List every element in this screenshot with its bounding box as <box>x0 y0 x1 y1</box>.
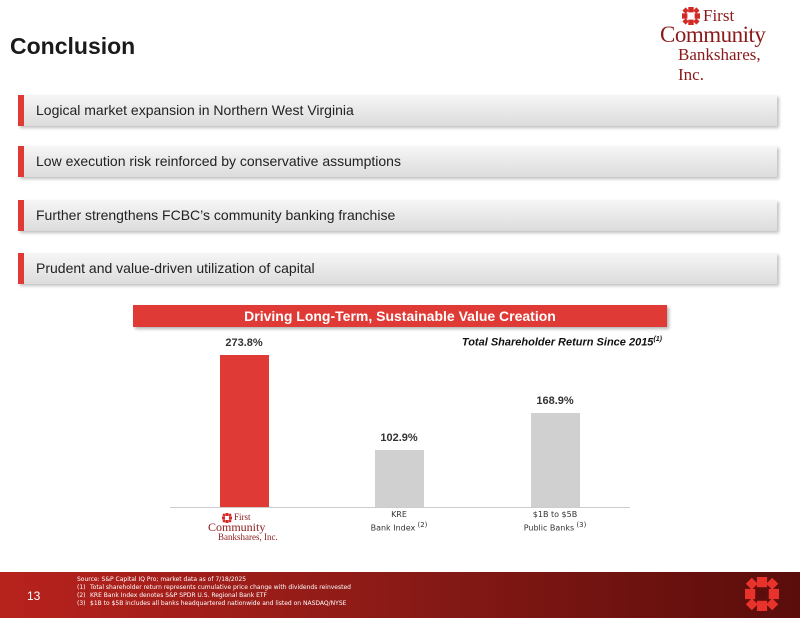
page-number: 13 <box>27 589 41 603</box>
chart-baseline <box>170 507 630 508</box>
footnote-3: (3) $1B to $5B includes all banks headquartered nationwide and listed on NASDAQ/NYSE <box>77 600 347 607</box>
source-note: Source: S&P Capital IQ Pro; market data as of 7/18/2025 <box>77 576 247 583</box>
chart-title: Total Shareholder Return Since 2015$^{(1)}$ <box>461 336 662 349</box>
bar-3 <box>531 413 580 507</box>
bullet-bar-3 <box>18 200 777 231</box>
logo-star-icon <box>745 577 779 611</box>
chart-title-footnote: (1) <box>653 336 662 343</box>
bar-value-label-1: 273.8% <box>225 337 263 350</box>
bar-1 <box>220 355 269 507</box>
page-title: Conclusion <box>10 33 136 59</box>
bullet-text: Prudent and value-driven utilization of capital <box>36 260 315 276</box>
bar-value-label-3: 168.9% <box>536 395 574 408</box>
category-label-3: $1B to $5B Public Banks $^{(3)}$ <box>523 510 587 533</box>
bullet-text: Further strengthens FCBC’s community banking franchise <box>36 207 396 223</box>
logo-text-community: Community <box>660 22 766 47</box>
bullet-bar-2 <box>18 146 777 177</box>
footnote-2: (2) KRE Bank Index denotes S&P SPDR U.S. Regional Bank ETF <box>77 592 267 599</box>
category-label-2: KRE Bank Index $^{(2)}$ <box>370 510 428 533</box>
footnote-1: (1) Total shareholder return represents cumulative price change with dividends reinvested <box>77 584 351 591</box>
logo-text-first: First <box>234 512 251 522</box>
bar-2 <box>375 450 424 507</box>
category-logo-fcbc <box>208 512 280 542</box>
bullet-text: Low execution risk reinforced by conservative assumptions <box>36 153 401 169</box>
logo-text-first: First <box>703 6 735 25</box>
logo-text-bankshares: Bankshares, Inc. <box>218 532 278 542</box>
bullet-bar-1 <box>18 95 777 126</box>
footer <box>0 572 800 618</box>
footnotes <box>77 576 351 608</box>
bar-value-label-2: 102.9% <box>380 431 418 444</box>
section-banner: Driving Long-Term, Sustainable Value Creation <box>133 305 667 327</box>
company-logo <box>656 4 786 84</box>
bullet-bar-4 <box>18 253 777 284</box>
bullet-text: Logical market expansion in Northern West Virginia <box>36 102 354 118</box>
logo-text-bankshares: Bankshares, Inc. <box>678 45 761 84</box>
logo-text-community: Community <box>208 520 266 534</box>
